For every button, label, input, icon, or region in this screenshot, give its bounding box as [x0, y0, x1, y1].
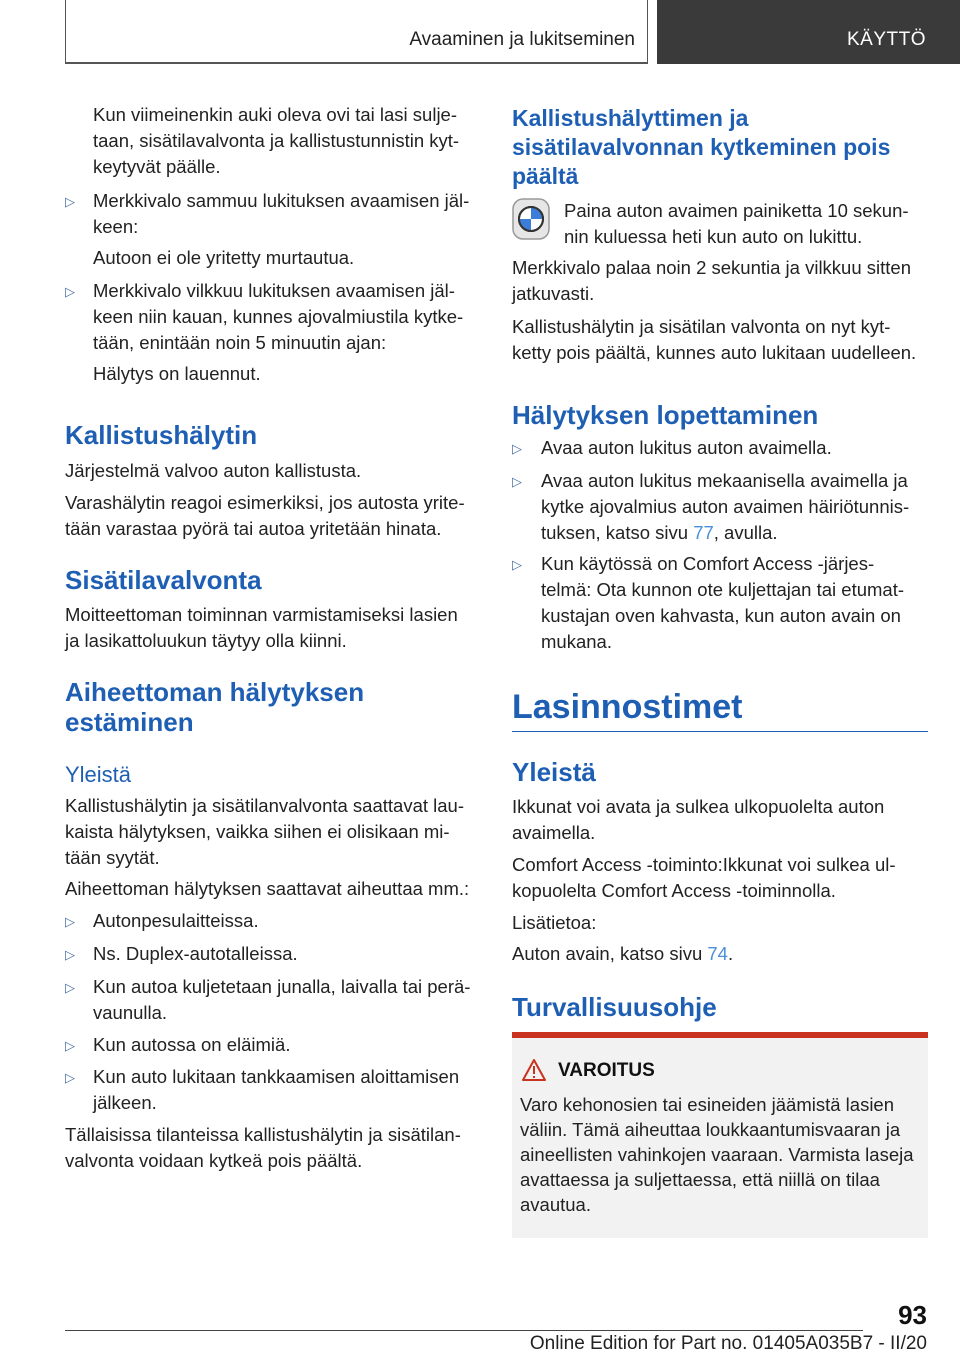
bullet-triangle-icon: ▷	[65, 914, 75, 929]
text-line: kopuolelta Comfort Access -toiminnolla.	[512, 880, 836, 901]
text-line: Kallistushälytin ja sisätilan valvonta on nyt kyt-	[512, 316, 891, 337]
paragraph: Aiheettoman hälytyksen saattavat aiheuttaa mm.:	[65, 878, 470, 899]
bullet-triangle-icon: ▷	[65, 947, 75, 962]
heading-line: Kallistushälyttimen ja	[512, 105, 749, 131]
warning-bar	[512, 1032, 928, 1038]
text-line: Kun autoa kuljetetaan junalla, laivalla tai perä-	[93, 976, 471, 997]
heading-false-alarm	[65, 677, 364, 737]
paragraph: Lisätietoa:	[512, 912, 597, 933]
list-item: Kun autossa on eläimiä.	[93, 1034, 291, 1055]
intro-paragraph	[93, 102, 459, 180]
heading-line: päältä	[512, 163, 579, 189]
page-header	[0, 0, 960, 66]
text-line: ketty pois päältä, kunnes auto lukitaan uudelleen.	[512, 342, 917, 363]
text-line: tään, enintään noin 5 minuutin ajan:	[93, 332, 387, 353]
paragraph	[512, 852, 896, 904]
heading-safety: Turvallisuusohje	[512, 992, 717, 1022]
list-item	[93, 1064, 459, 1116]
bullet-item	[93, 188, 469, 240]
paragraph: Auton avain, katso sivu 74.	[512, 943, 734, 964]
warning-title: VAROITUS	[558, 1060, 655, 1081]
text-line: Kun auto lukitaan tankkaamisen aloittamisen	[93, 1066, 460, 1087]
car-key-icon	[511, 197, 551, 241]
heading-rule	[512, 731, 928, 732]
text-line: Kun käytössä on Comfort Access -järjes-	[541, 553, 875, 574]
text-line: aineellisten vahinkojen vaaraan. Varmista laseja	[520, 1144, 914, 1165]
bullet-triangle-icon: ▷	[65, 980, 75, 995]
text-line: jälkeen.	[93, 1092, 157, 1113]
paragraph	[512, 314, 916, 366]
text-line: avattaessa ja suljettaessa, että niillä on tilaa	[520, 1169, 880, 1190]
text-line: avautua.	[520, 1194, 591, 1215]
heading-windows: Lasinnostimet	[512, 688, 743, 726]
paragraph	[65, 793, 464, 871]
text-line: Avaa auton lukitus mekaanisella avaimella ja	[541, 470, 908, 491]
bullet-triangle-icon: ▷	[65, 1038, 75, 1053]
text-line: telmä: Ota kunnon ote kuljettajan tai etumat-	[541, 579, 905, 600]
text-line: Kallistushälytin ja sisätilanvalvonta saattavat lau-	[65, 795, 464, 816]
text-line: väliin. Tämä aiheuttaa loukkaantumisvaaran ja	[520, 1119, 901, 1140]
paragraph	[65, 490, 465, 542]
text-line: tään varastaa pyörä tai autoa yritetään hinata.	[65, 518, 442, 539]
bullet-item	[93, 278, 463, 356]
page-link[interactable]: 74	[707, 943, 728, 964]
chapter-tab	[657, 0, 960, 64]
text-line: avaimella.	[512, 822, 596, 843]
footer-edition: Online Edition for Part no. 01405A035B7 - II/20	[529, 1333, 927, 1354]
text-line: Comfort Access -toiminto:Ikkunat voi sulkea ul-	[512, 854, 896, 875]
bullet-result: Hälytys on lauennut.	[93, 363, 261, 384]
warning-box	[512, 1032, 928, 1238]
heading-tilt-alarm: Kallistushälytin	[65, 420, 258, 450]
text-line: keen niin kauan, kunnes ajovalmiustila kytke-	[93, 306, 464, 327]
paragraph	[564, 198, 909, 250]
text-line: Paina auton avaimen painiketta 10 sekun-	[564, 200, 909, 221]
text-line: Varashälytin reagoi esimerkiksi, jos autosta yrite-	[65, 492, 465, 513]
bullet-triangle-icon: ▷	[65, 1070, 75, 1085]
list-item	[93, 974, 470, 1026]
heading-interior-monitoring: Sisätilavalvonta	[65, 565, 262, 595]
text-line: Merkkivalo sammuu lukituksen avaamisen jäl-	[93, 190, 470, 211]
chapter-title: KÄYTTÖ	[846, 29, 926, 50]
heading-line: estäminen	[65, 707, 194, 737]
text-line: mukana.	[541, 631, 612, 652]
text-line: Merkkivalo vilkkuu lukituksen avaamisen jäl-	[93, 280, 455, 301]
text-line: valvonta voidaan kytkeä pois päältä.	[65, 1150, 363, 1171]
text-line: tään syytät.	[65, 847, 160, 868]
text-line: Tällaisissa tilanteissa kallistushälytin ja sisätilan-	[65, 1124, 461, 1145]
heading-line: Aiheettoman hälytyksen	[65, 677, 365, 707]
text-line: Varo kehonosien tai esineiden jäämistä lasien	[520, 1094, 895, 1115]
text-line: kustajan oven kahvasta, kun auton avain on	[541, 605, 901, 626]
heading-switch-off	[512, 104, 890, 191]
list-item: Ns. Duplex-autotalleissa.	[93, 943, 298, 964]
text-line: jatkuvasti.	[512, 283, 595, 304]
paragraph: Järjestelmä valvoo auton kallistusta.	[65, 460, 362, 481]
text-line: kaista hälytyksen, vaikka siihen ei olisikaan mi-	[65, 821, 450, 842]
paragraph	[65, 1122, 461, 1174]
text-line: vaunulla.	[93, 1002, 168, 1023]
page-number: 93	[898, 1300, 927, 1330]
heading-line: sisätilavalvonnan kytkeminen pois	[512, 134, 891, 160]
text-line: keytyvät päälle.	[93, 156, 221, 177]
list-item	[541, 468, 909, 546]
text-line: Kun viimeinenkin auki oleva ovi tai lasi sulje-	[93, 104, 458, 125]
subheading-general: Yleistä	[65, 762, 132, 787]
heading-general: Yleistä	[512, 757, 596, 787]
paragraph	[512, 794, 884, 846]
bullet-triangle-icon: ▷	[65, 284, 75, 299]
bullet-triangle-icon: ▷	[512, 557, 522, 572]
list-item: Avaa auton lukitus auton avaimella.	[541, 437, 832, 458]
warning-text	[520, 1092, 920, 1217]
bullet-triangle-icon: ▷	[512, 441, 522, 456]
bullet-triangle-icon: ▷	[65, 194, 75, 209]
bullet-result: Autoon ei ole yritetty murtautua.	[93, 247, 355, 268]
text-line: Ikkunat voi avata ja sulkea ulkopuolelta auton	[512, 796, 885, 817]
text-line: keen:	[93, 216, 139, 237]
text-line: ja lasikattoluukun täytyy olla kiinni.	[65, 630, 347, 651]
section-header-box	[65, 0, 648, 64]
warning-triangle-icon	[521, 1058, 547, 1082]
section-title: Avaaminen ja lukitseminen	[409, 29, 635, 50]
paragraph	[65, 602, 458, 654]
footer-rule	[65, 1330, 863, 1331]
paragraph	[512, 255, 911, 307]
page-link[interactable]: 77	[693, 522, 714, 543]
heading-stop-alarm: Hälytyksen lopettaminen	[512, 400, 819, 430]
text-line: Merkkivalo palaa noin 2 sekuntia ja vilkkuu sitten	[512, 257, 911, 278]
text-line: Moitteettoman toiminnan varmistamiseksi lasien	[65, 604, 458, 625]
text-line: taan, sisätilavalvonta ja kallistustunnistin kyt-	[93, 130, 460, 151]
bullet-triangle-icon: ▷	[512, 474, 522, 489]
text-line: tuksen, katso sivu 77, avulla.	[541, 522, 778, 543]
text-line: kytke ajovalmius auton avaimen häiriötunnis-	[541, 496, 910, 517]
text-line: nin kuluessa heti kun auto on lukittu.	[564, 226, 863, 247]
list-item	[541, 551, 904, 655]
list-item: Autonpesulaitteissa.	[93, 910, 259, 931]
